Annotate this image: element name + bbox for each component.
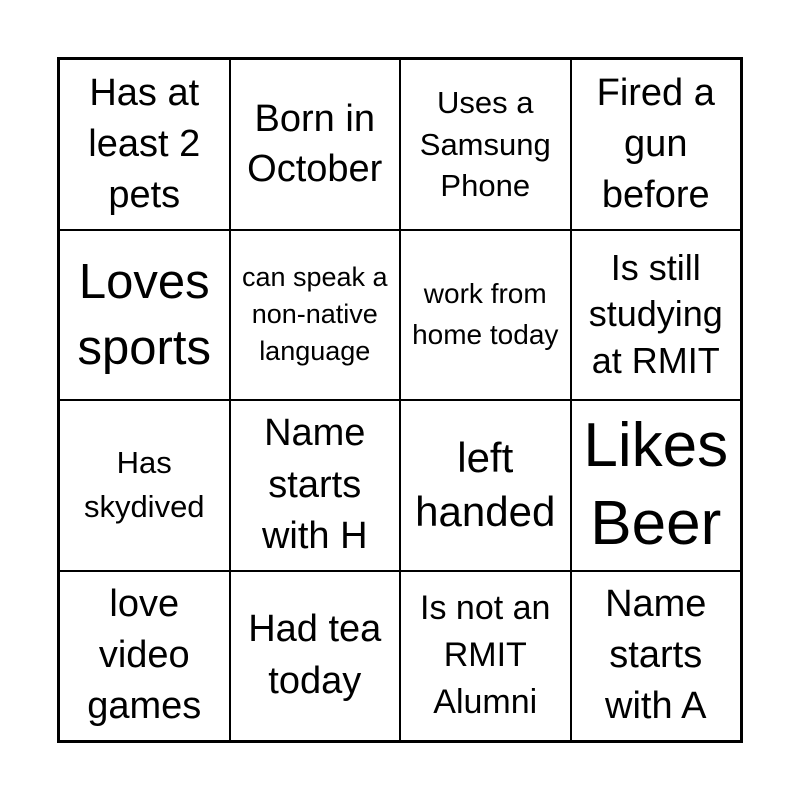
- cell-label: can speak a non-native language: [241, 261, 388, 367]
- bingo-cell[interactable]: [400, 400, 571, 571]
- cell-label: Is still studying at RMIT: [588, 246, 723, 382]
- bingo-cell[interactable]: [571, 230, 742, 401]
- cell-label: Likes Beer: [583, 411, 729, 559]
- cell-label: Uses a Samsung Phone: [419, 85, 551, 203]
- cell-label: Name starts with H: [261, 412, 368, 557]
- cell-label: Has at least 2 pets: [88, 72, 201, 216]
- cell-label: Is not an RMIT Alumni: [420, 589, 551, 722]
- cell-label: Loves sports: [77, 254, 211, 375]
- bingo-cell[interactable]: [571, 59, 742, 230]
- cell-label: Name starts with A: [605, 582, 707, 728]
- bingo-cell[interactable]: [230, 571, 401, 742]
- bingo-cell[interactable]: [230, 59, 401, 230]
- bingo-cell[interactable]: [400, 59, 571, 230]
- cell-label: left handed: [415, 433, 556, 536]
- cell-label: Has skydived: [83, 444, 205, 525]
- bingo-cell[interactable]: [400, 571, 571, 742]
- bingo-cell[interactable]: [59, 400, 230, 571]
- bingo-cell[interactable]: [230, 400, 401, 571]
- bingo-cell[interactable]: [59, 230, 230, 401]
- bingo-cell[interactable]: [59, 59, 230, 230]
- bingo-cell[interactable]: [400, 230, 571, 401]
- bingo-cell[interactable]: [571, 400, 742, 571]
- cell-label: love video games: [87, 582, 202, 728]
- cell-label: Born in October: [247, 97, 383, 191]
- cell-label: work from home today: [412, 278, 559, 350]
- bingo-cell[interactable]: [59, 571, 230, 742]
- cell-label: Had tea today: [248, 608, 382, 702]
- bingo-cell[interactable]: [571, 571, 742, 742]
- cell-label: Fired a gun before: [596, 72, 715, 216]
- bingo-cell[interactable]: [230, 230, 401, 401]
- bingo-board: [57, 57, 743, 743]
